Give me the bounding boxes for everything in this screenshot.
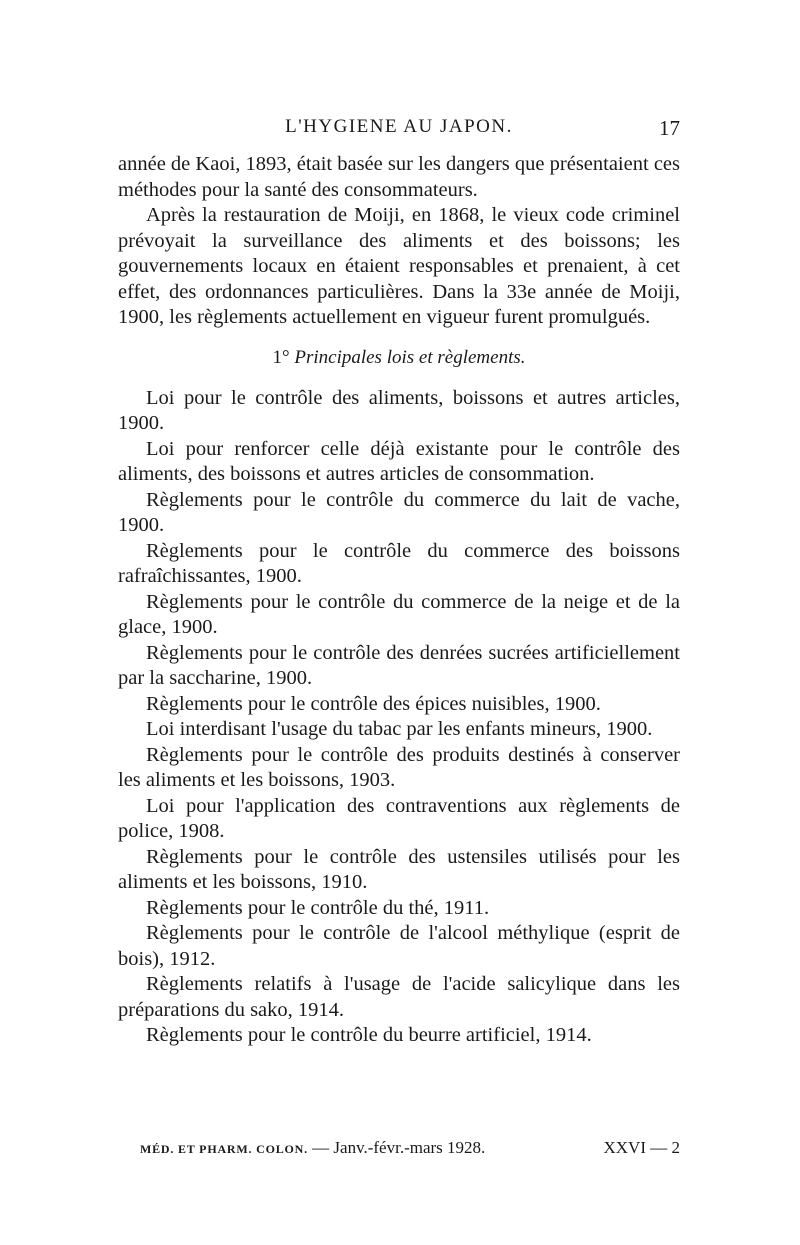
law-item: Loi interdisant l'usage du tabac par les enfants mineurs, 1900. <box>146 718 653 740</box>
law-item: Règlements pour le contrôle des denrées sucrées artificiellement par la saccharine, 1900. <box>118 641 680 689</box>
body-text <box>118 152 680 1049</box>
footer-dash: — <box>312 1138 330 1157</box>
law-item: Règlements pour le contrôle du commerce des boissons rafraîchissantes, 1900. <box>118 539 680 587</box>
section-title: Principales lois et règlements. <box>294 346 526 368</box>
law-item: Règlements pour le contrôle des ustensiles utilisés pour les aliments et les boissons, 1910. <box>118 845 680 893</box>
law-item: Règlements pour le contrôle du beurre artificiel, 1914. <box>146 1024 592 1046</box>
law-item: Règlements relatifs à l'usage de l'acide salicylique dans les préparations du sako, 1914. <box>118 973 680 1021</box>
law-item: Loi pour l'application des contraventions aux règlements de police, 1908. <box>118 794 680 842</box>
issue-date: Janv.-févr.-mars 1928. <box>333 1138 486 1157</box>
section-heading <box>118 347 680 369</box>
journal-name: MÉD. ET PHARM. COLON. <box>140 1142 308 1156</box>
section-number: 1° <box>272 346 290 368</box>
page-footer <box>140 1138 680 1158</box>
law-item: Loi pour le contrôle des aliments, boissons et autres articles, 1900. <box>118 386 680 434</box>
law-item: Règlements pour le contrôle du commerce du lait de vache, 1900. <box>118 488 680 536</box>
sheet-signature: XXVI — 2 <box>603 1138 680 1157</box>
running-title: L'HYGIENE AU JAPON. <box>285 116 513 137</box>
law-item: Règlements pour le contrôle des épices nuisibles, 1900. <box>146 692 601 715</box>
law-item: Règlements pour le contrôle du commerce de la neige et de la glace, 1900. <box>118 590 680 638</box>
intro-paragraph-continuation: année de Kaoi, 1893, était basée sur les dangers que présentaient ces méthodes pour la santé des consommateurs. <box>118 153 680 201</box>
page-number: 17 <box>659 116 680 140</box>
law-item: Règlements pour le contrôle des produits destinés à conserver les aliments et les boissons, 1903. <box>118 743 680 791</box>
page-header <box>118 116 680 144</box>
law-item: Règlements pour le contrôle du thé, 1911. <box>146 896 490 919</box>
law-item: Loi pour renforcer celle déjà existante pour le contrôle des aliments, des boissons et autres articles de consommation. <box>118 437 680 485</box>
law-item: Règlements pour le contrôle de l'alcool méthylique (esprit de bois), 1912. <box>118 922 680 970</box>
intro-paragraph-restoration: Après la restauration de Moiji, en 1868, le vieux code criminel prévoyait la surveillance des aliments et des boissons; les gouvernements locaux en étaient responsables et prenaient, à cet effet, des ordonnances particulières. Dans la 33e année de Moiji, 1900, les règlements actuellement en vigueur furent promulgués. <box>118 204 680 328</box>
